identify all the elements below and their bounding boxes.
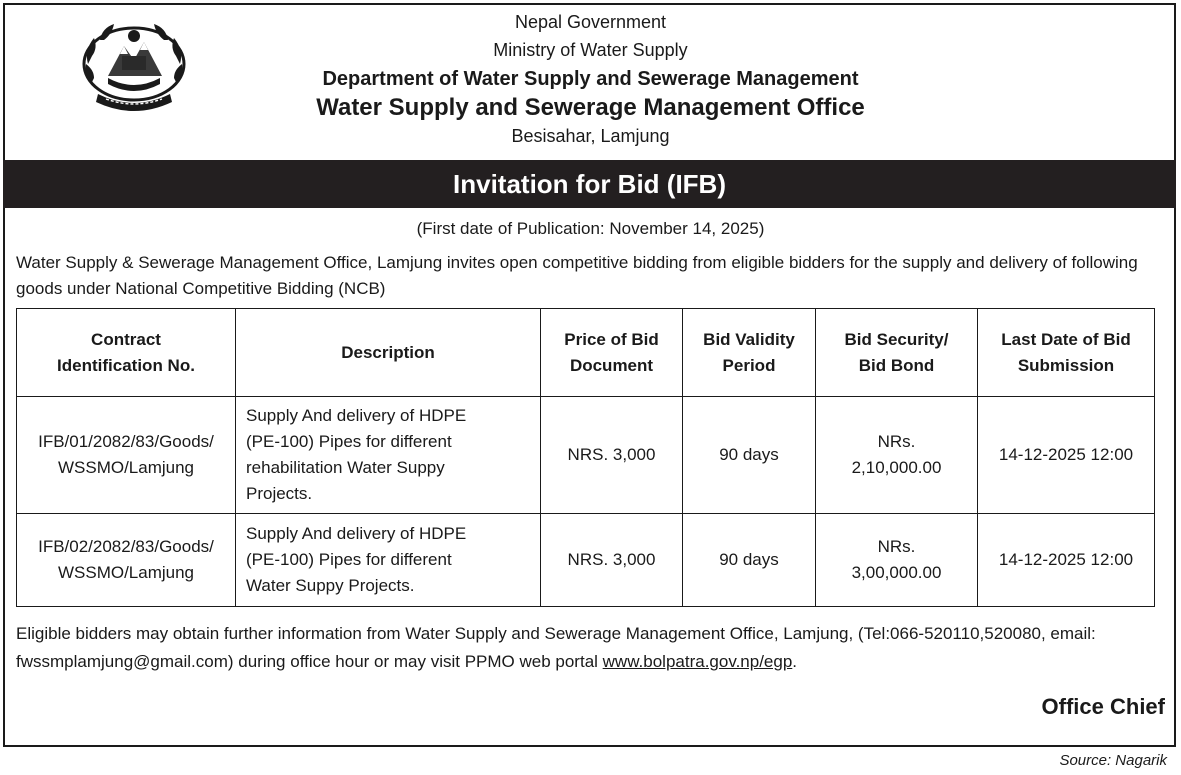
table-row [17, 514, 1155, 607]
col-header-price: Price of Bid Document [541, 309, 683, 397]
col-header-contract: Contract Identification No. [17, 309, 236, 397]
signature-office-chief: Office Chief [1041, 694, 1165, 719]
notice-title: Invitation for Bid (IFB) [3, 160, 1176, 208]
header-location: Besisahar, Lamjung [511, 126, 670, 146]
bid-table [16, 308, 1155, 607]
col-header-deadline: Last Date of Bid Submission [978, 309, 1155, 397]
ppmo-portal-link[interactable]: www.bolpatra.gov.np/egp [602, 652, 793, 671]
cell-price: NRS. 3,000 [541, 514, 683, 607]
cell-deadline: 14-12-2025 12:00 [978, 397, 1155, 514]
cell-security: NRs. 3,00,000.00 [816, 514, 978, 607]
cell-description: Supply And delivery of HDPE (PE-100) Pipes for different rehabilitation Water Suppy Projects. [236, 397, 541, 514]
cell-price: NRS. 3,000 [541, 397, 683, 514]
col-header-security: Bid Security/ Bid Bond [816, 309, 978, 397]
table-row [17, 397, 1155, 514]
cell-validity: 90 days [683, 397, 816, 514]
col-header-description: Description [236, 309, 541, 397]
intro-paragraph: Water Supply & Sewerage Management Office, Lamjung invites open competitive bidding from eligible bidders for the supply and delivery of following goods under National Competitive Bidding (NCB) [16, 253, 1138, 298]
header-office: Water Supply and Sewerage Management Office [316, 94, 865, 121]
col-header-validity: Bid Validity Period [683, 309, 816, 397]
cell-deadline: 14-12-2025 12:00 [978, 514, 1155, 607]
footer-text: Eligible bidders may obtain further information from Water Supply and Sewerage Management Office, Lamjung, (Tel:066-520110,520080, email: fwssmplamjung@gmail.com) during office hour or may visit PPMO web portal [16, 624, 1096, 671]
header-department: Department of Water Supply and Sewerage Management [322, 68, 859, 90]
publication-date: (First date of Publication: November 14, 2025) [416, 219, 765, 238]
cell-description: Supply And delivery of HDPE (PE-100) Pipes for different Water Suppy Projects. [236, 514, 541, 607]
cell-contract: IFB/02/2082/83/Goods/ WSSMO/Lamjung [17, 514, 236, 607]
header-government: Nepal Government [514, 12, 667, 32]
footer-paragraph [16, 620, 1168, 676]
header-ministry: Ministry of Water Supply [493, 40, 688, 60]
footer-end: . [792, 652, 798, 671]
table-header-row [17, 309, 1155, 397]
cell-validity: 90 days [683, 514, 816, 607]
source-credit: Source: Nagarik [1059, 752, 1167, 769]
cell-security: NRs. 2,10,000.00 [816, 397, 978, 514]
cell-contract: IFB/01/2082/83/Goods/ WSSMO/Lamjung [17, 397, 236, 514]
